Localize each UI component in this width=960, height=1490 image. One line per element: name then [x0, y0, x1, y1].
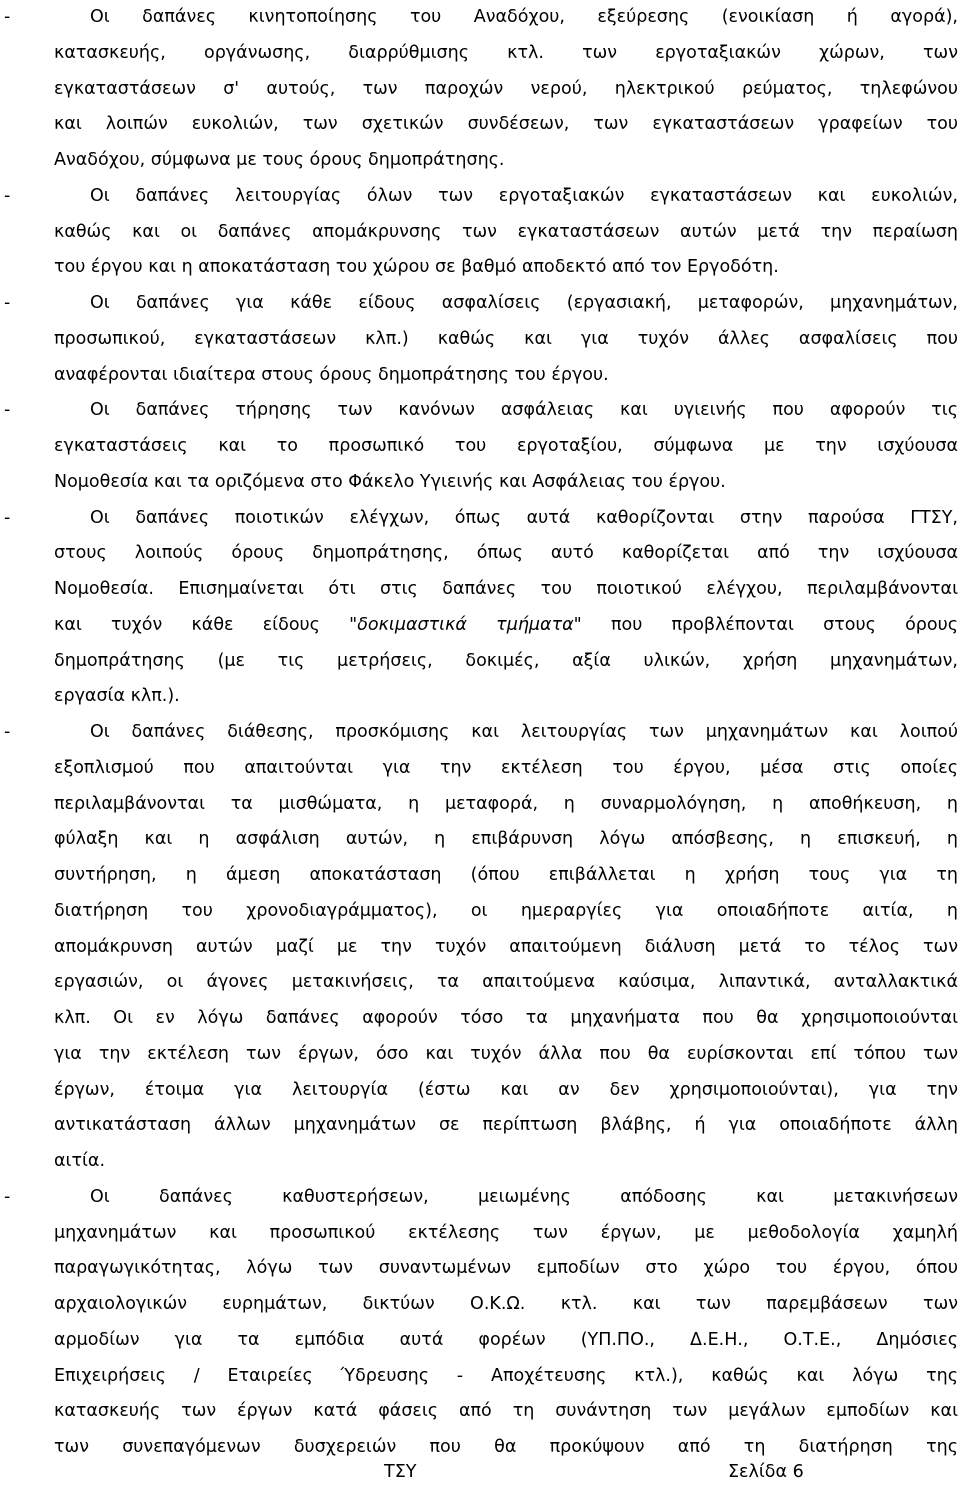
- text-line: - Οι δαπάνες τήρησης των κανόνων ασφάλειας και υγιεινής που αφορούν τις: [0, 393, 960, 429]
- bullet-dash: -: [4, 185, 11, 206]
- text-line: κλπ. Οι εν λόγω δαπάνες αφορούν τόσο τα μηχανήματα που θα χρησιμοποιούνται: [54, 1008, 958, 1028]
- text-line: Αναδόχου, σύμφωνα με τους όρους δημοπράτησης.: [54, 150, 505, 170]
- text-line: προσωπικού, εγκαταστάσεων κλπ.) καθώς και για τυχόν άλλες ασφαλίσεις που: [54, 328, 958, 349]
- text-line: Επιχειρήσεις / Εταιρείες Ύδρευσης - Αποχέτευσης κτλ.), καθώς και λόγω της: [54, 1365, 958, 1386]
- text-line: και λοιπών ευκολιών, των σχετικών συνδέσεων, των εγκαταστάσεων γραφείων του: [54, 114, 958, 135]
- text-line: Νομοθεσία και τα οριζόμενα στο Φάκελο Υγιεινής και Ασφάλειας του έργου.: [54, 471, 726, 492]
- list-item: [0, 0, 960, 179]
- text-line: - Οι δαπάνες ποιοτικών ελέγχων, όπως αυτά καθορίζονται στην παρούσα ΓΤΣΥ,: [0, 501, 960, 537]
- bullet-dash: -: [4, 1186, 11, 1207]
- list-item: [0, 715, 960, 1180]
- text-line: διατήρηση του χρονοδιαγράμματος), οι ημεραργίες για οποιαδήποτε αιτία, η: [54, 900, 958, 921]
- text-line: απομάκρυνση αυτών μαζί με την τυχόν απαιτούμενη διάλυση μετά το τέλος των: [54, 936, 958, 957]
- page-footer: [0, 1458, 960, 1486]
- text-line: - Οι δαπάνες καθυστερήσεων, μειωμένης απόδοσης και μετακινήσεων: [0, 1180, 960, 1216]
- footer-page-number: Σελίδα 6: [728, 1462, 804, 1482]
- text-line: στους λοιπούς όρους δημοπράτησης, όπως αυτό καθορίζεται από την ισχύουσα: [54, 543, 958, 564]
- text-line: του έργου και η αποκατάσταση του χώρου σε βαθμό αποδεκτό από τον Εργοδότη.: [54, 257, 779, 278]
- text-line: δημοπράτησης (με τις μετρήσεις, δοκιμές, αξία υλικών, χρήση μηχανημάτων,: [54, 650, 958, 671]
- text-line: εγκαταστάσεων σ' αυτούς, των παροχών νερού, ηλεκτρικού ρεύματος, τηλεφώνου: [54, 78, 958, 99]
- text-line: αντικατάσταση άλλων μηχανημάτων σε περίπτωση βλάβης, ή για οποιαδήποτε άλλη: [54, 1115, 958, 1136]
- text-line: Νομοθεσία. Επισημαίνεται ότι στις δαπάνες του ποιοτικού ελέγχου, περιλαμβάνονται: [54, 579, 958, 599]
- text-line: έργων, έτοιμα για λειτουργία (έστω και αν δεν χρησιμοποιούνται), για την: [54, 1079, 958, 1100]
- text-line: εργασία κλπ.).: [54, 686, 180, 707]
- bullet-dash: -: [4, 293, 11, 313]
- text-line: εργασιών, οι άγονες μετακινήσεις, τα απαιτούμενα καύσιμα, λιπαντικά, ανταλλακτικά: [54, 972, 958, 993]
- text-line: αρχαιολογικών ευρημάτων, δικτύων Ο.Κ.Ω. κτλ. και των παρεμβάσεων των: [54, 1294, 958, 1314]
- bullet-dash: -: [4, 507, 11, 528]
- text-line: παραγωγικότητας, λόγω των συναντωμένων εμποδίων στο χώρο του έργου, όπου: [54, 1258, 958, 1279]
- bullet-dash: -: [4, 722, 11, 742]
- text-line: αιτία.: [54, 1151, 106, 1171]
- text-line: για την εκτέλεση των έργων, όσο και τυχόν άλλα που θα ευρίσκονται επί τόπου των: [54, 1043, 958, 1064]
- text-line: - Οι δαπάνες λειτουργίας όλων των εργοταξιακών εγκαταστάσεων και ευκολιών,: [0, 179, 960, 215]
- text-line: των συνεπαγόμενων δυσχερειών που θα προκύψουν από τη διατήρηση της: [54, 1437, 958, 1457]
- text-line: καθώς και οι δαπάνες απομάκρυνσης των εγκαταστάσεων αυτών μετά την περαίωση: [54, 221, 958, 242]
- list-item: [0, 286, 960, 393]
- list-item: [0, 501, 960, 716]
- bullet-dash: -: [4, 7, 11, 27]
- text-line: περιλαμβάνονται τα μισθώματα, η μεταφορά, η συναρμολόγηση, η αποθήκευση, η: [54, 793, 958, 814]
- text-line: φύλαξη και η ασφάλιση αυτών, η επιβάρυνση λόγω απόσβεσης, η επισκευή, η: [54, 829, 958, 850]
- text-line: αρμοδίων για τα εμπόδια αυτά φορέων (ΥΠ.ΠΟ., Δ.Ε.Η., Ο.Τ.Ε., Δημόσιες: [54, 1329, 958, 1350]
- italic-term: "δοκιμαστικά τμήματα": [349, 614, 582, 635]
- text-line: - Οι δαπάνες κινητοποίησης του Αναδόχου, εξεύρεσης (ενοικίαση ή αγορά),: [0, 0, 960, 36]
- text-line: και τυχόν κάθε είδους "δοκιμαστικά τμήματα" που προβλέπονται στους όρους: [54, 614, 959, 635]
- text-line: - Οι δαπάνες για κάθε είδους ασφαλίσεις (εργασιακή, μεταφορών, μηχανημάτων,: [0, 286, 960, 322]
- list-item: [0, 1180, 960, 1466]
- text-line: εξοπλισμού που απαιτούνται για την εκτέλεση του έργου, μέσα στις οποίες: [54, 757, 958, 778]
- text-line: κατασκευής, οργάνωσης, διαρρύθμισης κτλ. των εργοταξιακών χώρων, των: [54, 42, 958, 63]
- bullet-dash: -: [4, 400, 11, 421]
- text-line: - Οι δαπάνες διάθεσης, προσκόμισης και λειτουργίας των μηχανημάτων και λοιπού: [0, 715, 960, 751]
- text-line: μηχανημάτων και προσωπικού εκτέλεσης των έργων, με μεθοδολογία χαμηλή: [54, 1222, 958, 1243]
- text-line: συντήρηση, η άμεση αποκατάσταση (όπου επιβάλλεται η χρήση τους για τη: [54, 865, 958, 885]
- list-item: [0, 179, 960, 286]
- text-line: κατασκευής των έργων κατά φάσεις από τη συνάντηση των μεγάλων εμποδίων και: [54, 1401, 958, 1422]
- text-line: εγκαταστάσεις και το προσωπικό του εργοταξίου, σύμφωνα με την ισχύουσα: [54, 436, 958, 456]
- text-line: αναφέρονται ιδιαίτερα στους όρους δημοπράτησης του έργου.: [54, 364, 609, 385]
- list-item: [0, 393, 960, 500]
- footer-document-code: ΤΣΥ: [384, 1462, 417, 1482]
